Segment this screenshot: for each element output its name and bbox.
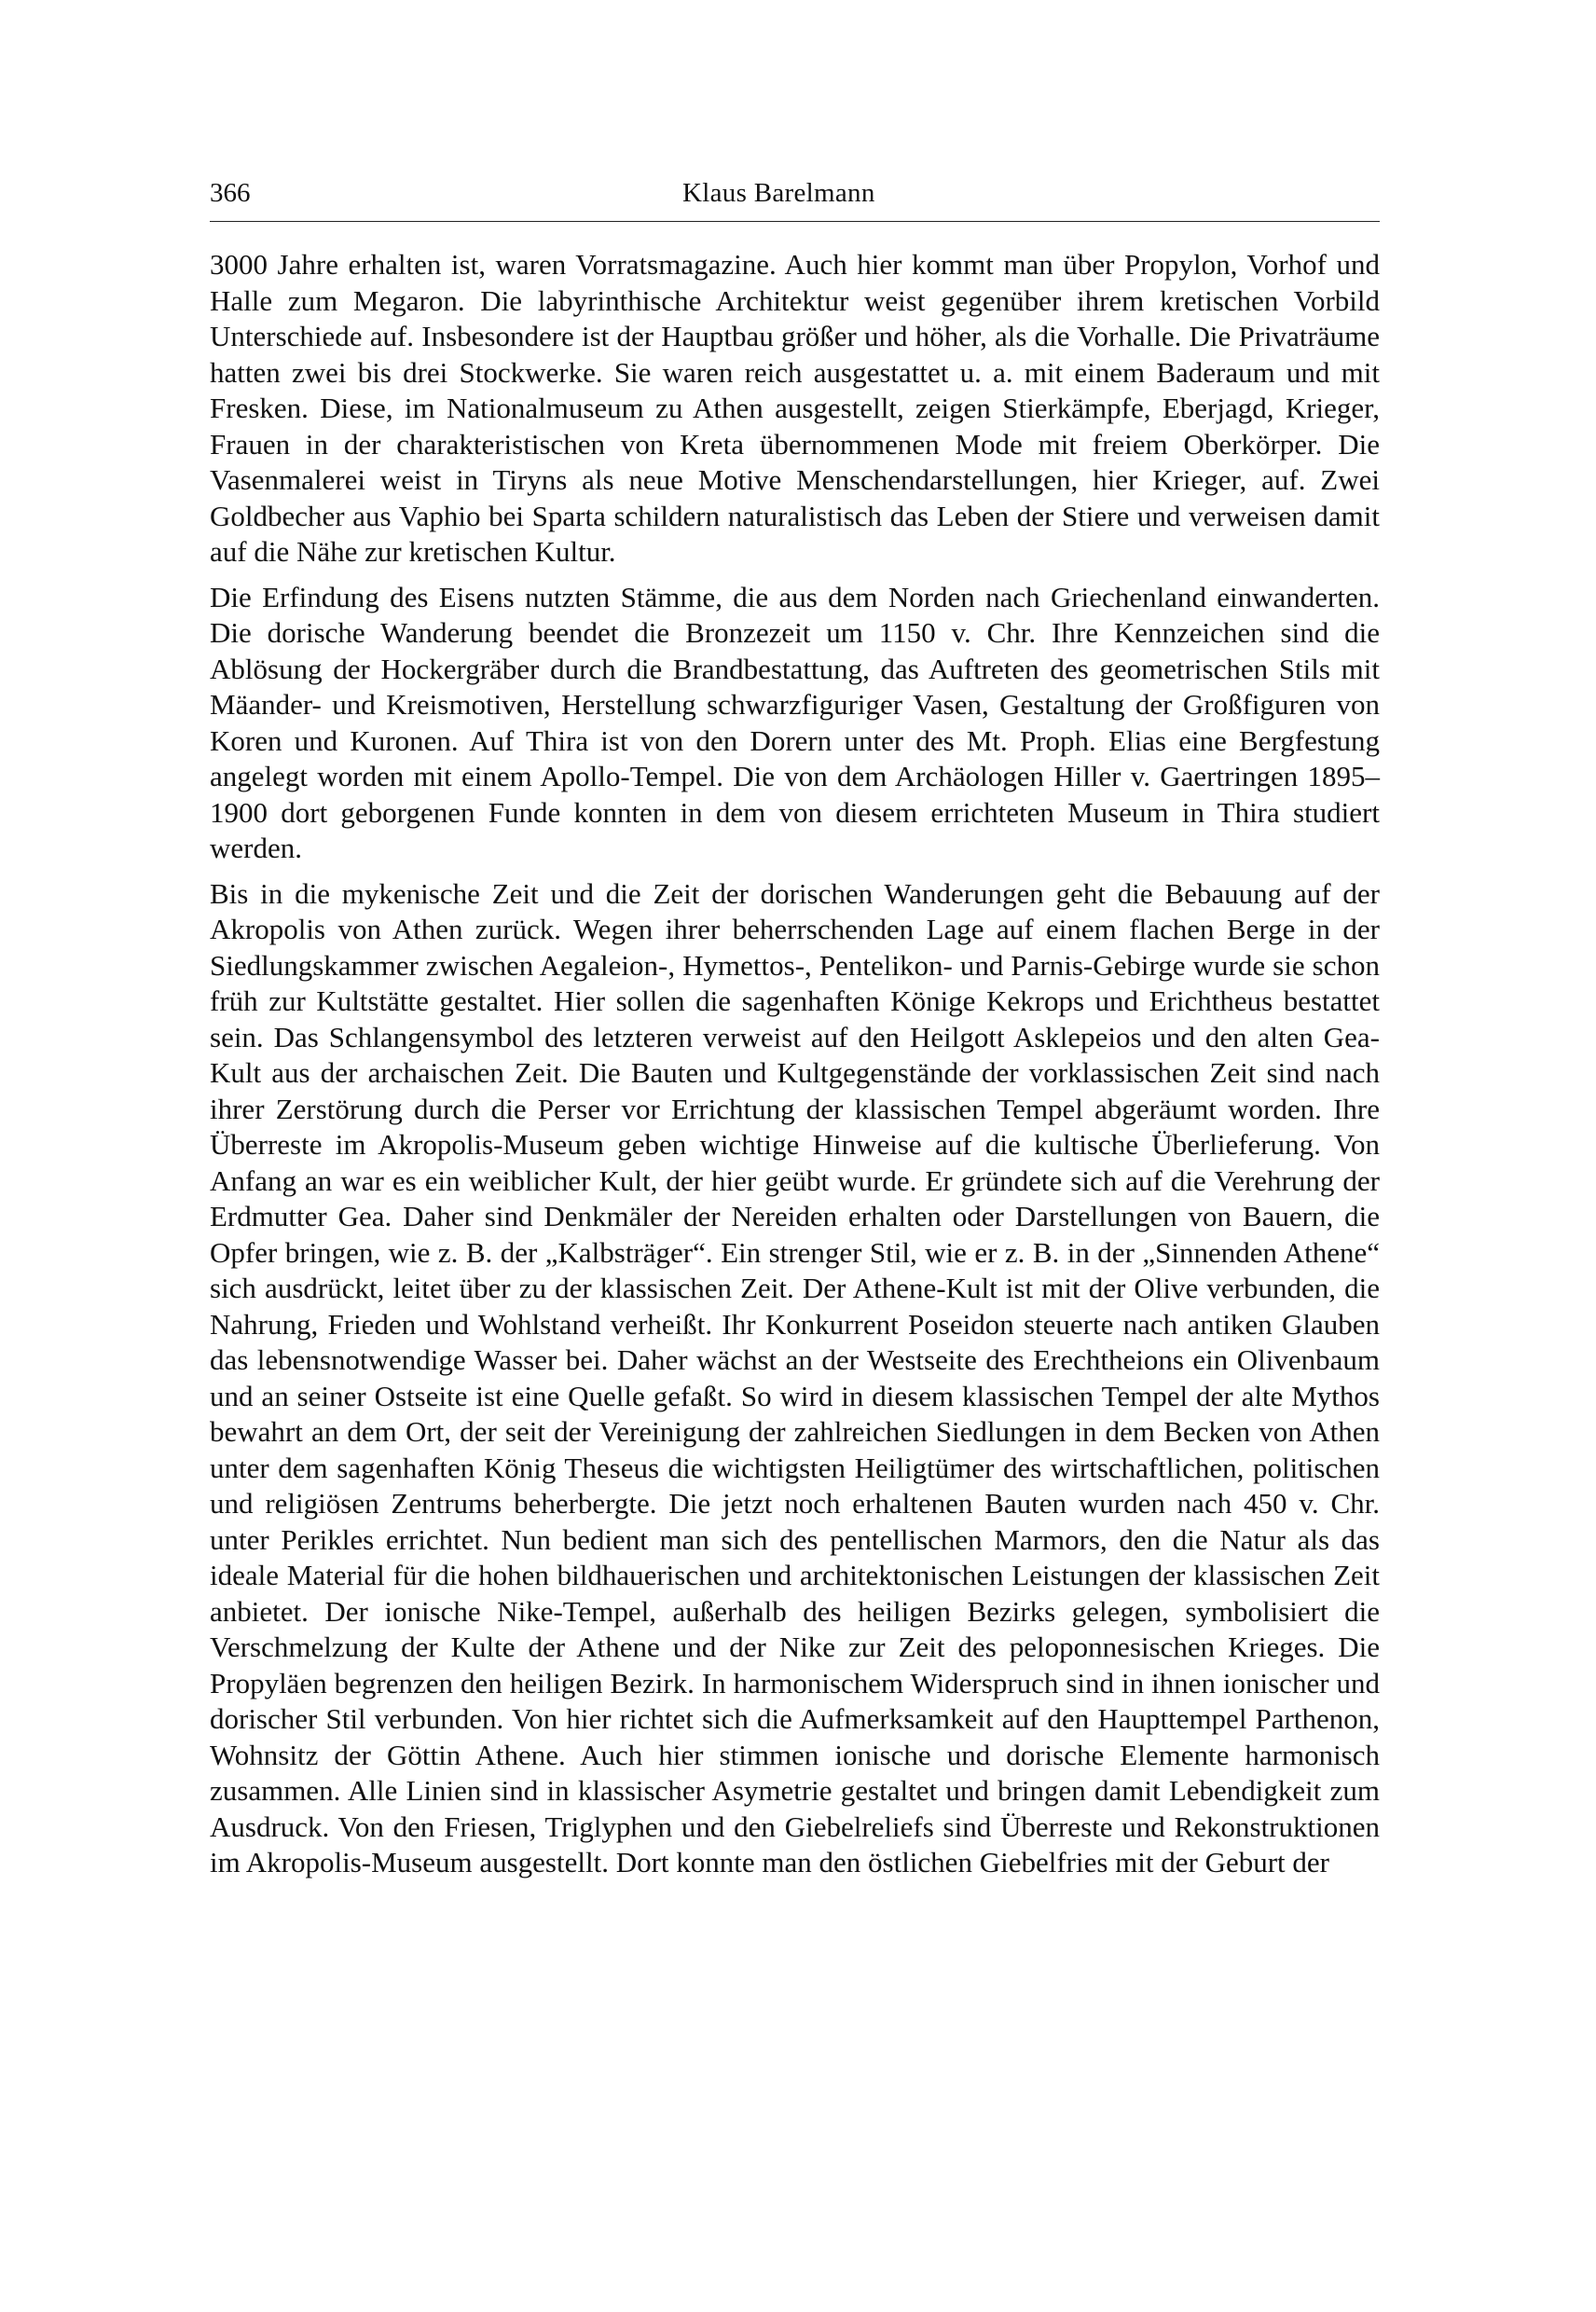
paragraph-1: 3000 Jahre erhalten ist, waren Vorratsmagazine. Auch hier kommt man über Propylon, Vorhof und Halle zum Megaron. Die labyrinthische Architektur weist gegenüber ihrem kretischen Vorbild Unterschiede auf. Insbesondere ist der Hauptbau größer und höher, als die Vorhalle. Die Privaträume hatten zwei bis drei Stockwerke. Sie waren reich ausgestattet u. a. mit einem Baderaum und mit Fresken. Diese, im Nationalmuseum zu Athen ausgestellt, zeigen Stierkämpfe, Eberjagd, Krieger, Frauen in der charakteristischen von Kreta übernommenen Mode mit freiem Oberkörper. Die Vasenmalerei weist in Tiryns als neue Motive Menschendarstellungen, hier Krieger, auf. Zwei Goldbecher aus Vaphio bei Sparta schildern naturalistisch das Leben der Stiere und verweisen damit auf die Nähe zur kretischen Kultur. xyxy=(210,248,1380,568)
book-page xyxy=(210,172,1380,1891)
paragraph-2: Die Erfindung des Eisens nutzten Stämme, die aus dem Norden nach Griechenland einwanderten. Die dorische Wanderung beendet die Bronzezeit um 1150 v. Chr. Ihre Kennzeichen sind die Ablösung der Hockergräber durch die Brandbestattung, das Auftreten des geometrischen Stils mit Mäander- und Kreismotiven, Herstellung schwarzfiguriger Vasen, Gestaltung der Großfiguren von Koren und Kuronen. Auf Thira ist von den Dorern unter des Mt. Proph. Elias eine Bergfestung angelegt worden mit einem Apollo-Tempel. Die von dem Archäologen Hiller v. Gaertringen 1895–1900 dort geborgenen Funde konnten in dem von diesem errichteten Museum in Thira studiert werden. xyxy=(210,580,1380,864)
header-rule xyxy=(210,221,1380,222)
running-title: Klaus Barelmann xyxy=(682,178,875,208)
paragraph-3: Bis in die mykenische Zeit und die Zeit der dorischen Wanderungen geht die Bebauung auf der Akropolis von Athen zurück. Wegen ihrer beherrschenden Lage auf einem flachen Berge in der Siedlungskammer zwischen Aegaleion-, Hymettos-, Pentelikon- und Parnis-Gebirge wurde sie schon früh zur Kultstätte gestaltet. Hier sollen die sagenhaften Könige Kekrops und Erichtheus bestattet sein. Das Schlangensymbol des letzteren verweist auf den Heilgott Asklepeios und den alten Gea-Kult aus der archaischen Zeit. Die Bauten und Kultgegenstände der vorklassischen Zeit sind nach ihrer Zerstörung durch die Perser vor Errichtung der klassischen Tempel abgeräumt worden. Ihre Überreste im Akropolis-Museum geben wichtige Hinweise auf die kultische Überlieferung. Von Anfang an war es ein weiblicher Kult, der hier geübt wurde. Er gründete sich auf die Verehrung der Erdmutter Gea. Daher sind Denkmäler der Nereiden erhalten oder Darstellungen von Bauern, die Opfer bringen, wie z. B. der „Kalbsträger“. Ein strenger Stil, wie er z. B. in der „Sinnenden Athene“ sich ausdrückt, leitet über zu der klassischen Zeit. Der Athene-Kult ist mit der Olive verbunden, die Nahrung, Frieden und Wohlstand verheißt. Ihr Konkurrent Poseidon steuerte nach antiken Glauben das lebensnotwendige Wasser bei. Daher wächst an der Westseite des Erechtheions ein Olivenbaum und an seiner Ostseite ist eine Quelle gefaßt. So wird in diesem klassischen Tempel der alte Mythos bewahrt an dem Ort, der seit der Vereinigung der zahlreichen Siedlungen in dem Becken von Athen unter dem sagenhaften König Theseus die wichtigsten Heiligtümer des wirtschaftlichen, politischen und religiösen Zentrums beherbergte. Die jetzt noch erhaltenen Bauten wurden nach 450 v. Chr. unter Perikles errichtet. Nun bedient man sich des pentellischen Marmors, den die Natur als das ideale Material für die hohen bildhauerischen und architektonischen Leistungen der klassischen Zeit anbietet. Der ionische Nike-Tempel, außerhalb des heiligen Bezirks gelegen, symbolisiert die Verschmelzung der Kulte der Athene und der Nike zur Zeit des peloponnesischen Krieges. Die Propyläen begrenzen den heiligen Bezirk. In harmonischem Widerspruch sind in ihnen ionischer und dorischer Stil verbunden. Von hier richtet sich die Aufmerksamkeit auf den Haupttempel Parthenon, Wohnsitz der Göttin Athene. Auch hier stimmen ionische und dorische Elemente harmonisch zusammen. Alle Linien sind in klassischer Asymetrie gestaltet und bringen damit Lebendigkeit zum Ausdruck. Von den Friesen, Triglyphen und den Giebelreliefs sind Überreste und Rekonstruktionen im Akropolis-Museum ausgestellt. Dort konnte man den östlichen Giebelfries mit der Geburt der xyxy=(210,876,1380,1878)
body-text xyxy=(210,247,1380,1881)
running-head xyxy=(210,172,1380,213)
page-number: 366 xyxy=(210,178,251,208)
